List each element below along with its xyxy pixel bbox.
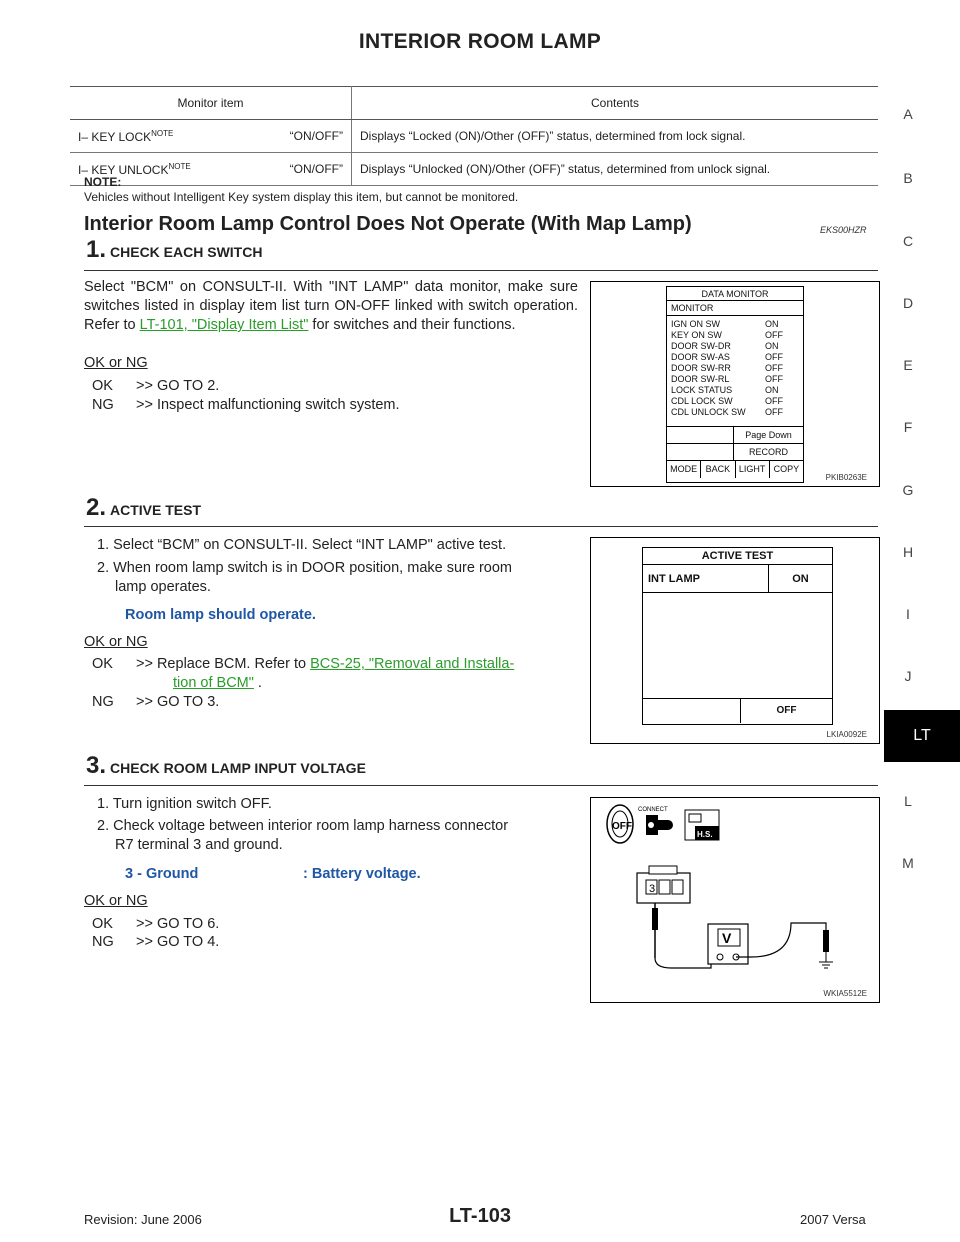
probe-negative (823, 930, 829, 952)
test-item-name: INT LAMP (648, 573, 700, 585)
ok-or-ng-label: OK or NG (84, 634, 148, 650)
page-down-row (667, 427, 803, 444)
off-row (643, 698, 832, 722)
consult-screen (642, 547, 833, 725)
screen-button-bar (667, 461, 803, 478)
side-index-h[interactable]: H (902, 544, 914, 560)
side-index-i[interactable]: I (906, 606, 910, 622)
consult-screen (666, 286, 804, 483)
list-item: DOOR SW-RR OFF (671, 363, 783, 373)
screen-subtitle: MONITOR (667, 301, 803, 316)
side-index-m[interactable]: M (902, 855, 914, 871)
step-2-heading (86, 494, 201, 522)
connector-disconnect-icon (638, 807, 673, 835)
probe-lead-negative (736, 923, 826, 957)
monitor-item-value: “ON/OFF” (289, 161, 343, 176)
ok-result: OK >> Replace BCM. Refer to BCS-25, "Removal and Installa- (92, 656, 515, 672)
svg-text:CONNECT: CONNECT (638, 807, 668, 813)
monitor-item-value: “ON/OFF” (289, 128, 343, 143)
back-button[interactable]: BACK (701, 461, 735, 478)
note-heading: NOTE: (84, 175, 122, 189)
voltmeter-icon (708, 924, 748, 964)
figure-code: LKIA0092E (826, 730, 867, 739)
step-2-item-1: 1. Select “BCM” on CONSULT-II. Select “INT LAMP" active test. (97, 537, 507, 553)
ok-or-ng-label: OK or NG (84, 893, 148, 909)
step-3-item-1: 1. Turn ignition switch OFF. (97, 796, 272, 812)
table-header-row (70, 87, 878, 120)
divider (84, 785, 878, 786)
harness-connector (637, 866, 690, 903)
side-index-b[interactable]: B (903, 170, 913, 186)
step-3-heading (86, 752, 366, 780)
step-1-instructions: Select "BCM" on CONSULT-II. With "INT LAMP" data monitor, make sure switches listed in display item list turn ON-OFF linked with switch operation. Refer to LT-101, "Display Item List" for switches and their functions. (84, 279, 578, 333)
svg-text:H.S.: H.S. (697, 830, 713, 839)
link-display-item-list[interactable]: LT-101, "Display Item List" (139, 317, 309, 333)
svg-text:V: V (722, 930, 732, 946)
figure-code: PKIB0263E (825, 473, 867, 482)
list-item: LOCK STATUS ON (671, 385, 779, 395)
spec-terminal: 3 - Ground (125, 866, 199, 882)
ok-result-cont: tion of BCM" . (173, 675, 262, 691)
step-title: ACTIVE TEST (110, 502, 202, 518)
table-row (70, 153, 878, 186)
list-item: DOOR SW-AS OFF (671, 352, 783, 362)
side-index-c[interactable]: C (902, 233, 914, 249)
side-index-e[interactable]: E (903, 357, 913, 373)
list-item: KEY ON SW OFF (671, 330, 783, 340)
divider (84, 526, 878, 527)
voltage-check-figure (590, 797, 880, 1003)
column-header-contents: Contents (352, 87, 879, 120)
note-text: Vehicles without Intelligent Key system display this item, but cannot be monitored. (84, 190, 519, 204)
column-header-monitor-item: Monitor item (70, 87, 352, 120)
ok-result: OK >> GO TO 2. (92, 378, 220, 394)
step-3-item-2: 2. Check voltage between interior room lamp harness connector (97, 818, 509, 834)
side-index-lt-active[interactable]: LT (884, 710, 960, 762)
list-item: DOOR SW-DR ON (671, 341, 779, 351)
step-2-item-2: 2. When room lamp switch is in DOOR position, make sure room (97, 560, 512, 576)
ng-result: NG >> GO TO 4. (92, 934, 220, 950)
screen-blank-area (643, 593, 832, 698)
light-button[interactable]: LIGHT (736, 461, 770, 478)
monitor-item-cell (70, 120, 352, 153)
ng-result: NG >> Inspect malfunctioning switch system. (92, 397, 400, 413)
page-down-button[interactable]: Page Down (733, 427, 803, 443)
revision-date: Revision: June 2006 (84, 1212, 202, 1227)
record-button[interactable]: RECORD (733, 444, 803, 460)
step-number: 3. (86, 752, 107, 779)
figure-code: WKIA5512E (823, 989, 867, 998)
table-row (70, 120, 878, 153)
ignition-off-icon (607, 805, 633, 843)
monitor-item-table (70, 86, 878, 186)
contents-cell: Displays “Unlocked (ON)/Other (OFF)” status, determined from unlock signal. (352, 153, 879, 186)
data-monitor-figure (590, 281, 880, 487)
side-index-d[interactable]: D (902, 295, 914, 311)
harness-side-icon (685, 810, 719, 840)
spec-value: : Battery voltage. (303, 866, 421, 882)
off-button[interactable]: OFF (740, 699, 832, 723)
ground-icon (819, 952, 833, 968)
monitor-item-name: I– KEY $LOCK^{NOTE}$ (78, 128, 174, 144)
section-code: EKS00HZR (820, 225, 867, 235)
expected-result: Room lamp should operate. (125, 607, 316, 623)
list-item: CDL LOCK SW OFF (671, 396, 783, 406)
divider (84, 270, 878, 271)
side-index-a[interactable]: A (903, 106, 913, 122)
step-2-item-2-cont: lamp operates. (115, 579, 211, 595)
side-index-g[interactable]: G (902, 482, 914, 498)
list-item: DOOR SW-RL OFF (671, 374, 783, 384)
probe-positive (652, 908, 658, 930)
wiring-diagram (591, 798, 879, 1002)
side-index-j[interactable]: J (904, 668, 912, 684)
step-number: 1. (86, 236, 107, 263)
page-title: INTERIOR ROOM LAMP (358, 30, 602, 53)
link-bcs-25-cont[interactable]: tion of BCM" (173, 675, 254, 691)
list-item: CDL UNLOCK SW OFF (671, 407, 783, 417)
screen-title: ACTIVE TEST (643, 548, 832, 565)
page-number: LT-103 (449, 1205, 511, 1227)
step-number: 2. (86, 494, 107, 521)
vehicle-model: 2007 Versa (800, 1212, 866, 1227)
mode-button[interactable]: MODE (667, 461, 701, 478)
ok-or-ng-label: OK or NG (84, 355, 148, 371)
step-1-heading (86, 236, 262, 264)
monitor-list (667, 316, 803, 427)
step-title: CHECK EACH SWITCH (110, 244, 263, 260)
step-3-item-2-cont: R7 terminal 3 and ground. (115, 837, 283, 853)
svg-text:OFF: OFF (612, 821, 632, 832)
screen-title: DATA MONITOR (667, 287, 803, 301)
ng-result: NG >> GO TO 3. (92, 694, 220, 710)
record-row (667, 444, 803, 461)
active-test-figure (590, 537, 880, 744)
test-item-row (643, 565, 832, 593)
step-title: CHECK ROOM LAMP INPUT VOLTAGE (110, 760, 366, 776)
section-title: Interior Room Lamp Control Does Not Operate (With Map Lamp) (84, 213, 692, 235)
monitor-item-name: I– KEY $UNLOCK^{NOTE}$ (78, 161, 191, 177)
side-index-l[interactable]: L (904, 793, 912, 809)
test-item-state: ON (768, 565, 832, 592)
copy-button[interactable]: COPY (773, 464, 800, 474)
contents-cell: Displays “Locked (ON)/Other (OFF)” status, determined from lock signal. (352, 120, 879, 153)
ok-result: OK >> GO TO 6. (92, 916, 220, 932)
list-item: IGN ON SW ON (671, 319, 779, 329)
link-bcs-25[interactable]: BCS-25, "Removal and Installa- (310, 656, 515, 672)
side-index-f[interactable]: F (903, 419, 913, 435)
terminal-label: 3 (649, 883, 656, 895)
